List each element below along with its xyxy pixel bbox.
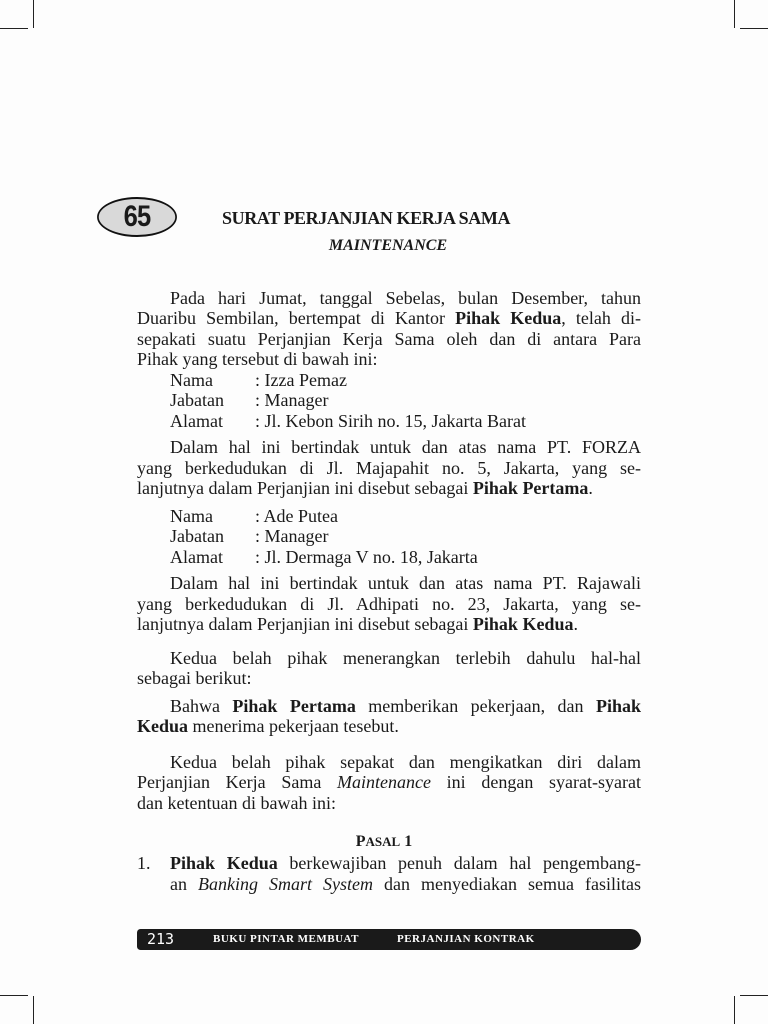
party2-alamat: Alamat : Jl. Dermaga V no. 18, Jakarta (170, 547, 478, 567)
party2-desc-line: lanjutnya dalam Perjanjian ini disebut sebagai Pihak Kedua. (137, 614, 578, 634)
paragraph-line: Kedua belah pihak sepakat dan mengikatkan diri dalam (170, 752, 641, 772)
crop-mark (734, 996, 735, 1024)
document-subtitle: MAINTENANCE (328, 237, 448, 254)
party1-desc-line: lanjutnya dalam Perjanjian ini disebut sebagai Pihak Pertama. (137, 478, 593, 498)
book-title-part2: PERJANJIAN KONTRAK (397, 933, 535, 945)
party2-nama: Nama : Ade Putea (170, 506, 338, 526)
page-number: 213 (147, 930, 175, 948)
party2-desc-line: yang berkedudukan di Jl. Adhipati no. 23, Jakarta, yang se- (137, 594, 641, 614)
pasal-heading: PASAL 1 (355, 833, 413, 850)
intro-line: Pihak yang tersebut di bawah ini: (137, 349, 378, 369)
crop-mark (740, 28, 768, 29)
crop-mark (33, 0, 34, 28)
crop-mark (0, 995, 28, 996)
party1-alamat: Alamat : Jl. Kebon Sirih no. 15, Jakarta Barat (170, 411, 526, 431)
book-title-part1: BUKU PINTAR MEMBUAT (213, 933, 359, 945)
paragraph-line: dan ketentuan di bawah ini: (137, 793, 336, 813)
party1-nama: Nama : Izza Pemaz (170, 370, 347, 390)
party1-desc-line: yang berkedudukan di Jl. Majapahit no. 5, Jakarta, yang se- (137, 458, 641, 478)
paragraph-line: Bahwa Pihak Pertama memberikan pekerjaan, dan Pihak (170, 696, 642, 716)
intro-line: Duaribu Sembilan, bertempat di Kantor Pihak Kedua, telah di- (137, 308, 642, 328)
party1-jabatan: Jabatan : Manager (170, 390, 329, 410)
paragraph-line: Perjanjian Kerja Sama Maintenance ini dengan syarat-syarat (137, 772, 641, 792)
crop-mark (0, 28, 28, 29)
paragraph-line: Kedua menerima pekerjaan tesebut. (137, 716, 399, 736)
list-item-line: Pihak Kedua berkewajiban penuh dalam hal pengembang- (170, 853, 642, 873)
intro-line: Pada hari Jumat, tanggal Sebelas, bulan Desember, tahun (170, 288, 641, 308)
crop-mark (734, 0, 735, 28)
party2-desc-line: Dalam hal ini bertindak untuk dan atas nama PT. Rajawali (170, 573, 641, 593)
chapter-number-badge (97, 197, 177, 237)
page-footer (137, 929, 641, 950)
party1-desc-line: Dalam hal ini bertindak untuk dan atas nama PT. FORZA (170, 437, 641, 457)
party2-jabatan: Jabatan : Manager (170, 526, 329, 546)
paragraph-line: sebagai berikut: (137, 668, 252, 688)
document-title: SURAT PERJANJIAN KERJA SAMA (222, 208, 511, 228)
chapter-number: 65 (123, 200, 151, 233)
list-item-line: an Banking Smart System dan menyediakan semua fasilitas (170, 874, 642, 894)
list-item-number: 1. (137, 853, 151, 873)
crop-mark (740, 995, 768, 996)
intro-line: sepakati suatu Perjanjian Kerja Sama oleh dan di antara Para (137, 329, 641, 349)
paragraph-line: Kedua belah pihak menerangkan terlebih dahulu hal-hal (170, 648, 641, 668)
crop-mark (33, 996, 34, 1024)
